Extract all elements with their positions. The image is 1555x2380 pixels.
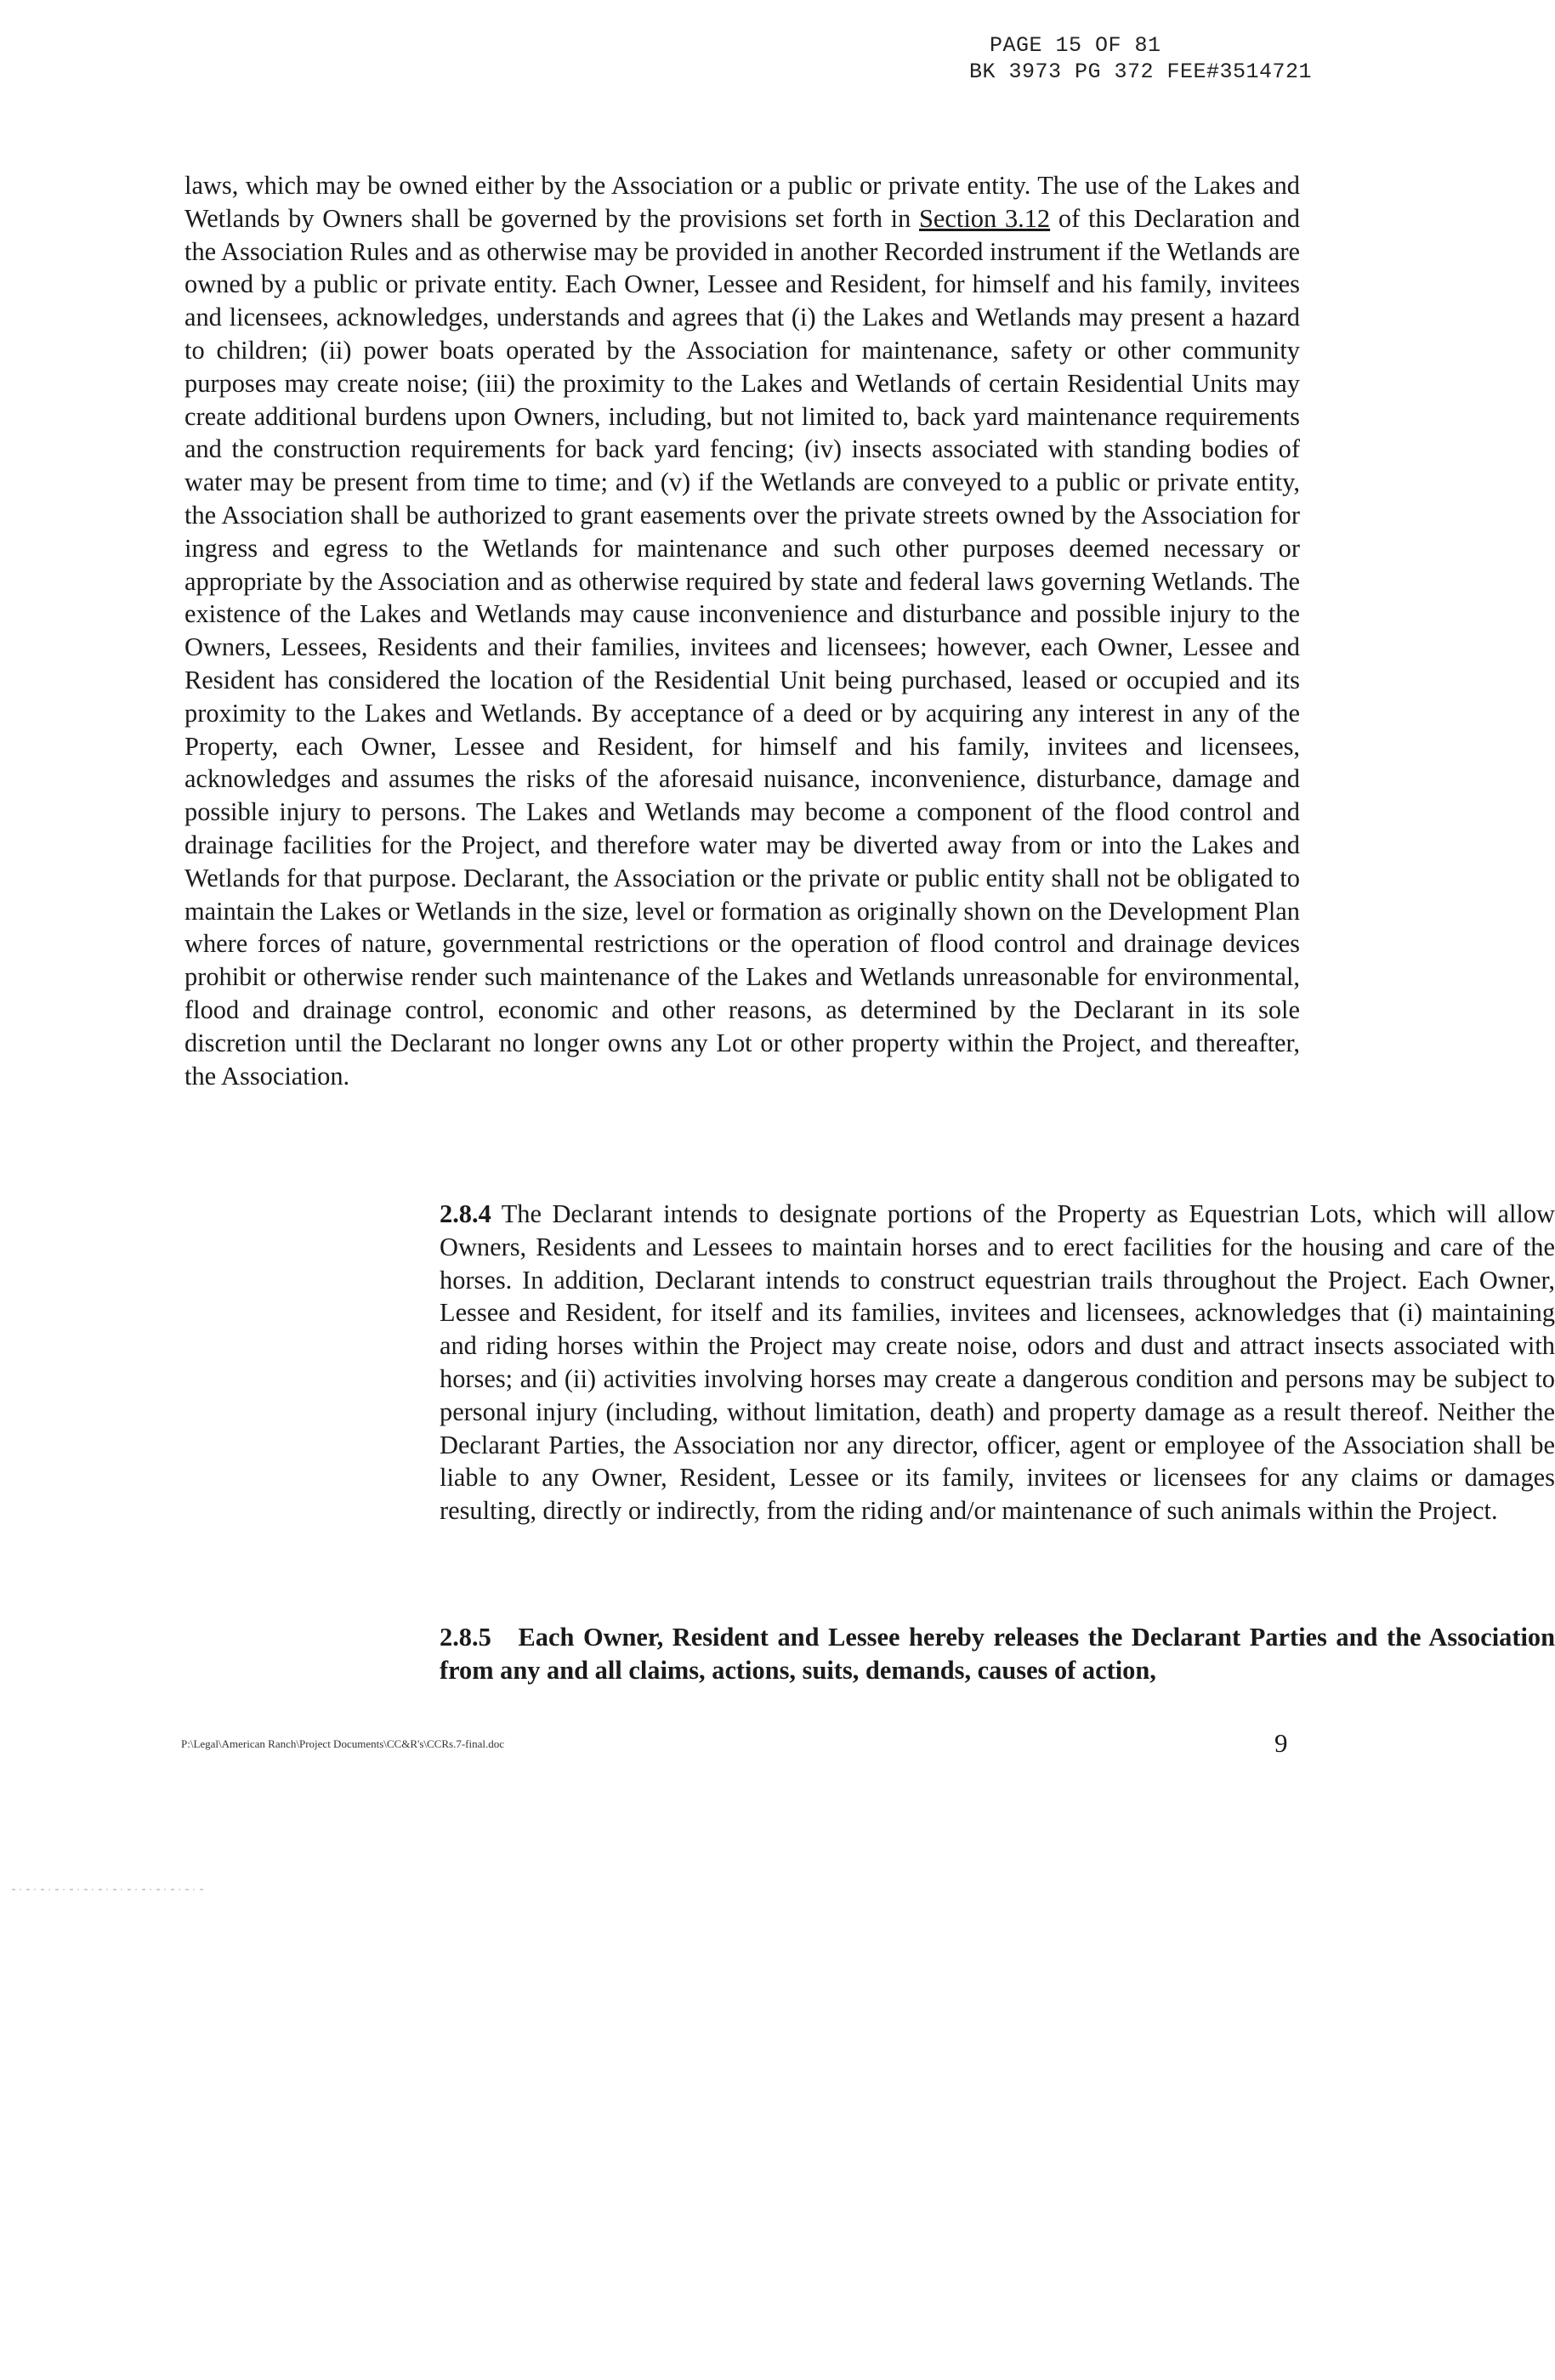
- paragraph-2-8-5-release: [184, 1621, 1555, 1687]
- paragraph-2-8-4-equestrian: [184, 1198, 1555, 1527]
- recording-stamp: [969, 32, 1369, 85]
- stamp-book-page-fee: BK 3973 PG 372 FEE#3514721: [969, 60, 1313, 84]
- section-3-12-reference: Section 3.12: [919, 203, 1051, 233]
- footer-file-path: P:\Legal\American Ranch\Project Documents\CC&R's\CCRs.7-final.doc: [181, 1737, 505, 1750]
- section-number-2-8-4: 2.8.4: [440, 1199, 491, 1228]
- paragraph-lakes-wetlands: [184, 169, 1300, 1092]
- section-2-8-5-text: Each Owner, Resident and Lessee hereby releases the Declarant Parties and the Association from any and all claims, actions, suits, demands, causes of action,: [440, 1623, 1555, 1685]
- page-number: 9: [1274, 1728, 1288, 1758]
- stamp-page-count: PAGE 15 OF 81: [990, 33, 1161, 58]
- paragraph1-text-start: laws, which may be owned either by the Association or a public or private entity. The use of the Lakes and Wetlands by Owners shall be governed by the provisions set forth in: [184, 171, 1300, 233]
- scan-artifact-line: [12, 1889, 207, 1890]
- paragraph1-text-end: of this Declaration and the Association Rules and as otherwise may be provided in another Recorded instrument if the Wetlands are owned by a public or private entity. Each Owner, Lessee and Resident, for himself and his family, invitees and licensees, acknowledges, understands and agrees that (i) the Lakes and Wetlands may present a hazard to children; (ii) power boats operated by the Association for maintenance, safety or other community purposes may create noise; (iii) the proximity to the Lakes and Wetlands of certain Residential Units may create additional burdens upon Owners, including, but not limited to, back yard maintenance requirements and the construction requirements for back yard fencing; (iv) insects associated with standing bodies of water may be present from time to time; and (v) if the Wetlands are conveyed to a public or private entity, the Association shall be authorized to grant easements over the private streets owned by the Association for ingress and egress to the Wetlands for maintenance and such other purposes deemed necessary or appropriate by the Association and as otherwise required by state and federal laws governing Wetlands. The existence of the Lakes and Wetlands may cause inconvenience and disturbance and possible injury to the Owners, Lessees, Residents and their families, invitees and licensees; however, each Owner, Lessee and Resident has considered the location of the Residential Unit being purchased, leased or occupied and its proximity to the Lakes and Wetlands. By acceptance of a deed or by acquiring any interest in any of the Property, each Owner, Lessee and Resident, for himself and his family, invitees and licensees, acknowledges and assumes the risks of the aforesaid nuisance, inconvenience, disturbance, damage and possible injury to persons. The Lakes and Wetlands may become a component of the flood control and drainage facilities for the Project, and therefore water may be diverted away from or into the Lakes and Wetlands for that purpose. Declarant, the Association or the private or public entity shall not be obligated to maintain the Lakes or Wetlands in the size, level or formation as originally shown on the Development Plan where forces of nature, governmental restrictions or the operation of flood control and drainage devices prohibit or otherwise render such maintenance of the Lakes and Wetlands unreasonable for environmental, flood and drainage control, economic and other reasons, as determined by the Declarant in its sole discretion until the Declarant no longer owns any Lot or other property within the Project, and thereafter, the Association.: [184, 203, 1300, 1091]
- section-number-2-8-5: 2.8.5: [440, 1623, 491, 1652]
- section-2-8-4-text: The Declarant intends to designate portions of the Property as Equestrian Lots, which will allow Owners, Residents and Lessees to maintain horses and to erect facilities for the housing and care of the horses. In addition, Declarant intends to construct equestrian trails throughout the Project. Each Owner, Lessee and Resident, for itself and its families, invitees and licensees, acknowledges that (i) maintaining and riding horses within the Project may create noise, odors and dust and attract insects associated with horses; and (ii) activities involving horses may create a dangerous condition and persons may be subject to personal injury (including, without limitation, death) and property damage as a result thereof. Neither the Declarant Parties, the Association nor any director, officer, agent or employee of the Association shall be liable to any Owner, Resident, Lessee or its family, invitees or licensees for any claims or damages resulting, directly or indirectly, from the riding and/or maintenance of such animals within the Project.: [440, 1199, 1555, 1526]
